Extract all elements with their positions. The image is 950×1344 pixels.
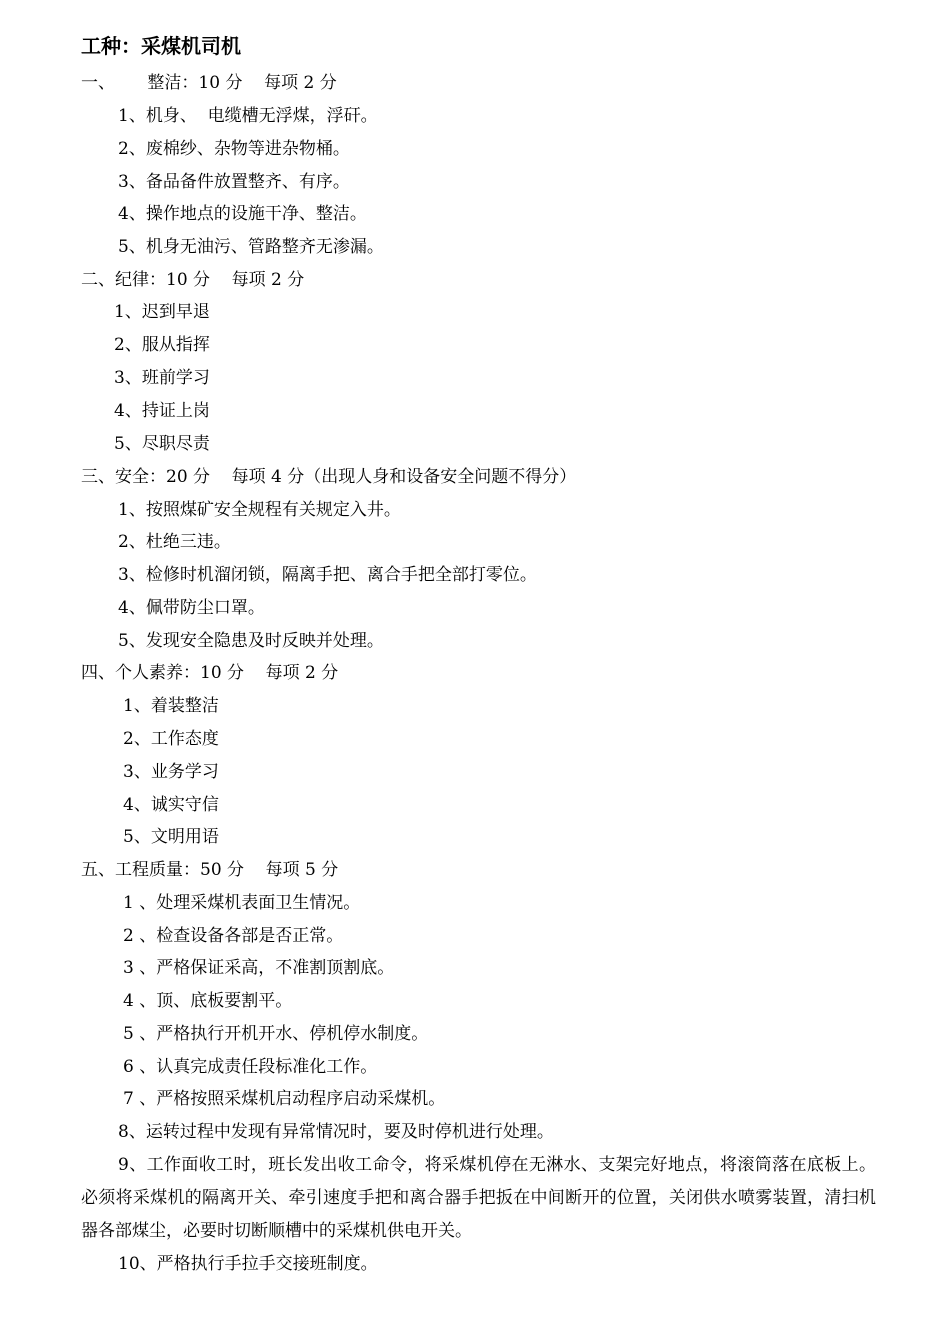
list-item: 10、严格执行手拉手交接班制度。 (118, 1254, 378, 1274)
list-item: 3、备品备件放置整齐、有序。 (118, 172, 350, 192)
list-item: 5、机身无油污、管路整齐无渗漏。 (118, 237, 384, 257)
list-item: 1、迟到早退 (114, 302, 210, 322)
list-item: 1、机身、 电缆槽无浮煤，浮矸。 (118, 106, 378, 126)
list-item: 6 、认真完成责任段标准化工作。 (123, 1057, 378, 1077)
section-heading-cleanliness: 一、 整洁：10 分 每项 2 分 (81, 73, 337, 93)
document-title: 工种：采煤机司机 (81, 34, 241, 58)
list-item: 7 、严格按照采煤机启动程序启动采煤机。 (123, 1089, 446, 1109)
list-item: 2、废棉纱、杂物等进杂物桶。 (118, 139, 350, 159)
list-item: 4、诚实守信 (123, 795, 219, 815)
section-heading-personal-quality: 四、个人素养：10 分 每项 2 分 (81, 663, 339, 683)
list-item: 4、操作地点的设施干净、整洁。 (118, 204, 367, 224)
list-item: 5、文明用语 (123, 827, 219, 847)
section-heading-discipline: 二、纪律：10 分 每项 2 分 (81, 270, 305, 290)
list-item: 3、班前学习 (114, 368, 210, 388)
section-heading-safety: 三、安全：20 分 每项 4 分（出现人身和设备安全问题不得分） (81, 467, 577, 487)
list-item: 1、着装整洁 (123, 696, 219, 716)
section-heading-engineering-quality: 五、工程质量：50 分 每项 5 分 (81, 860, 339, 880)
list-item: 2、杜绝三违。 (118, 532, 231, 552)
list-item: 2 、检查设备各部是否正常。 (123, 926, 344, 946)
list-item: 8、运转过程中发现有异常情况时，要及时停机进行处理。 (118, 1122, 554, 1142)
list-item: 4、佩带防尘口罩。 (118, 598, 265, 618)
list-item: 2、服从指挥 (114, 335, 210, 355)
list-item: 3、检修时机溜闭锁，隔离手把、离合手把全部打零位。 (118, 565, 537, 585)
list-item: 5、发现安全隐患及时反映并处理。 (118, 631, 384, 651)
list-item-paragraph: 9、工作面收工时，班长发出收工命令，将采煤机停在无淋水、支架完好地点，将滚筒落在底板上。必须将采煤机的隔离开关、牵引速度手把和离合器手把扳在中间断开的位置，关闭供水喷雾装置，清扫机器各部煤尘，必要时切断顺槽中的采煤机供电开关。 (81, 1155, 876, 1241)
list-item: 2、工作态度 (123, 729, 219, 749)
list-item: 4、持证上岗 (114, 401, 210, 421)
list-item: 1 、处理采煤机表面卫生情况。 (123, 893, 361, 913)
list-item: 5 、严格执行开机开水、停机停水制度。 (123, 1024, 429, 1044)
list-item: 3 、严格保证采高，不准割顶割底。 (123, 958, 395, 978)
list-item: 1、按照煤矿安全规程有关规定入井。 (118, 500, 401, 520)
list-item: 5、尽职尽责 (114, 434, 210, 454)
list-item: 4 、顶、底板要割平。 (123, 991, 293, 1011)
list-item: 3、业务学习 (123, 762, 219, 782)
